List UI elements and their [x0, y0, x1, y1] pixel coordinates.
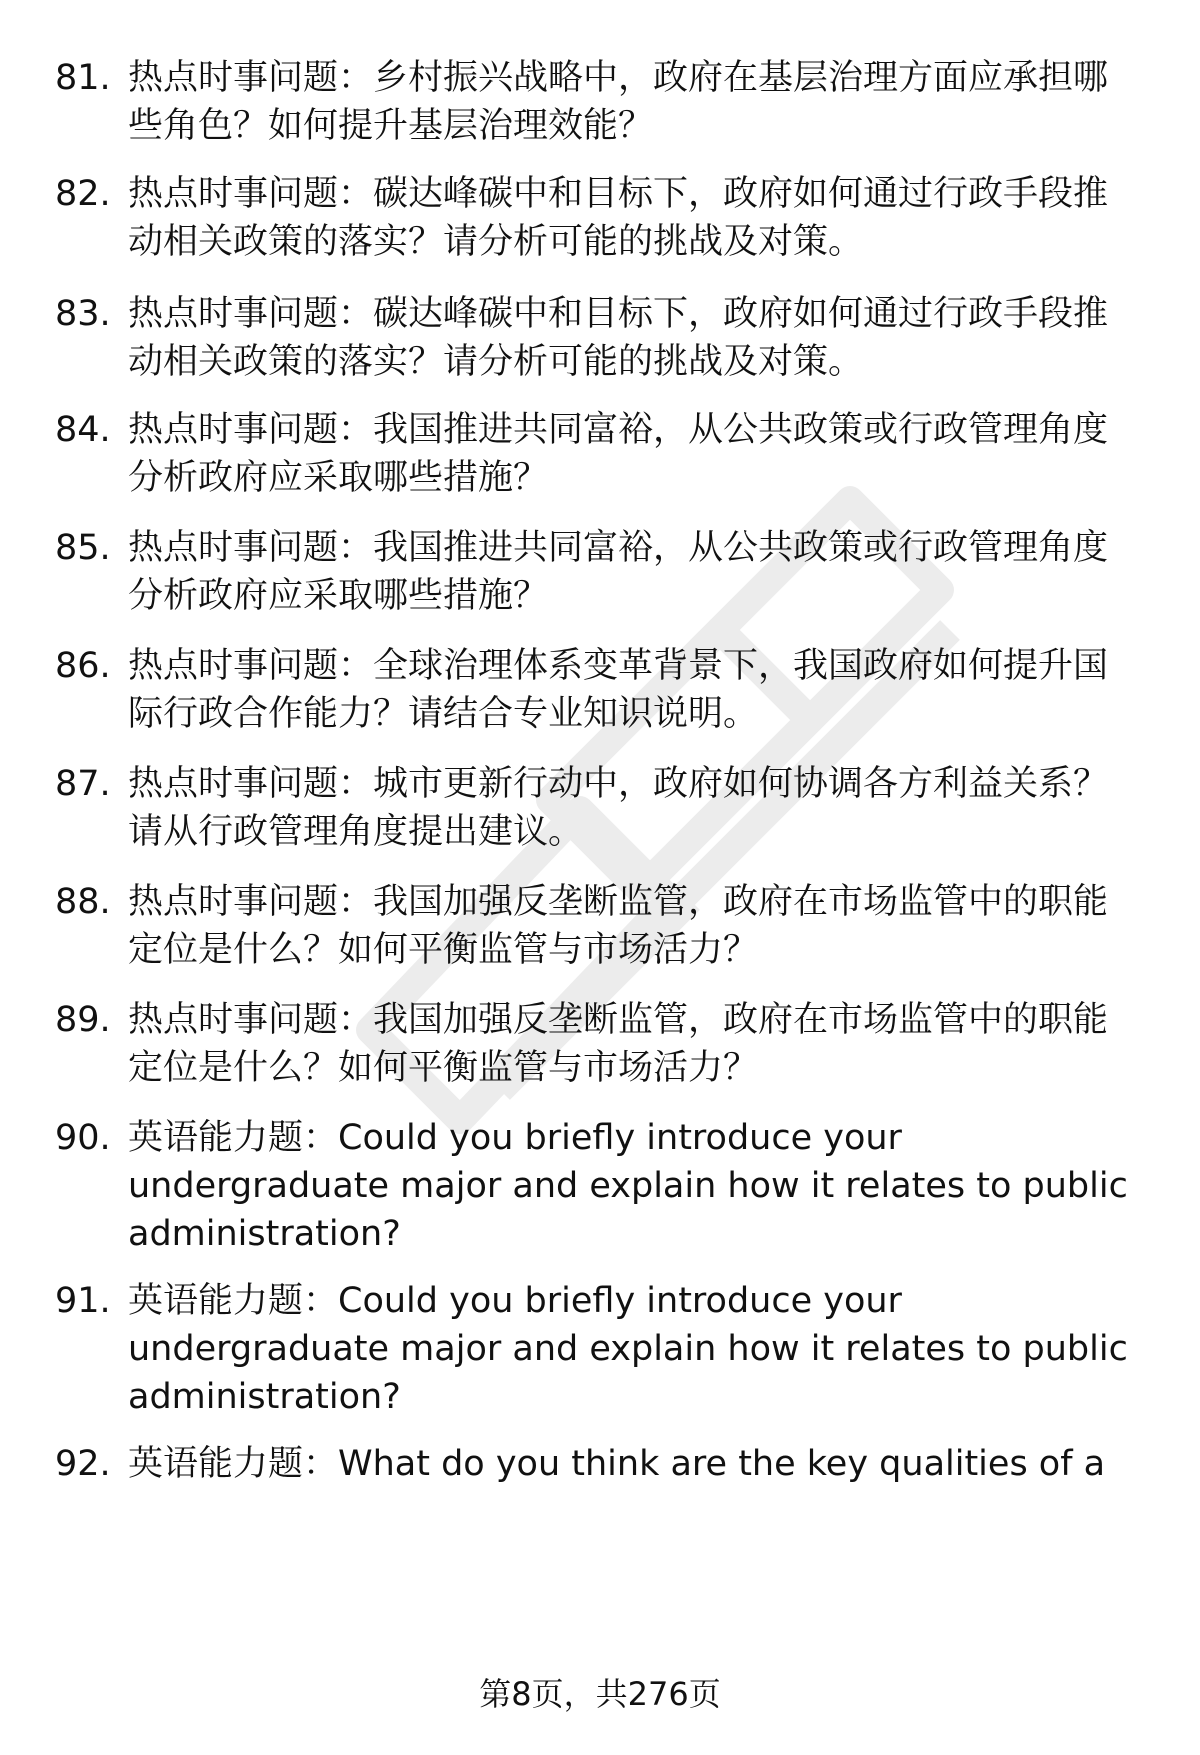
- question-text: [128, 1114, 1148, 1258]
- question-number: 82.: [55, 174, 111, 214]
- question-number: 88.: [55, 882, 111, 922]
- question-line: 定位是什么？如何平衡监管与市场活力？: [128, 1048, 759, 1088]
- question-line: 分析政府应采取哪些措施？: [128, 576, 549, 616]
- question-text: [128, 406, 1148, 502]
- question-line: 热点时事问题：城市更新行动中，政府如何协调各方利益关系？: [128, 764, 1109, 804]
- question-line: 英语能力题：Could you briefly introduce your: [128, 1118, 902, 1158]
- question-line: 际行政合作能力？请结合专业知识说明。: [128, 694, 759, 734]
- question-number: 84.: [55, 410, 111, 450]
- question-line: 热点时事问题：我国推进共同富裕，从公共政策或行政管理角度: [128, 410, 1109, 450]
- question-line: 动相关政策的落实？请分析可能的挑战及对策。: [128, 222, 864, 262]
- question-number: 83.: [55, 294, 111, 334]
- question-number: 91.: [55, 1281, 111, 1321]
- question-text: [128, 996, 1148, 1092]
- question-number: 86.: [55, 646, 111, 686]
- question-text: [128, 878, 1148, 974]
- question-line: 热点时事问题：我国加强反垄断监管，政府在市场监管中的职能: [128, 882, 1109, 922]
- question-text: [128, 290, 1148, 386]
- question-line: undergraduate major and explain how it relates to public: [128, 1166, 1128, 1206]
- question-line: 热点时事问题：碳达峰碳中和目标下，政府如何通过行政手段推: [128, 294, 1109, 334]
- question-line: 热点时事问题：我国加强反垄断监管，政府在市场监管中的职能: [128, 1000, 1109, 1040]
- page-number-footer: 第8页，共276页: [479, 1675, 721, 1713]
- question-line: administration?: [128, 1214, 401, 1254]
- question-line: 些角色？如何提升基层治理效能？: [128, 106, 654, 146]
- question-line: administration?: [128, 1377, 401, 1417]
- question-text: [128, 170, 1148, 266]
- question-line: undergraduate major and explain how it relates to public: [128, 1329, 1128, 1369]
- question-text: [128, 524, 1148, 620]
- question-number: 81.: [55, 58, 111, 98]
- question-number: 89.: [55, 1000, 111, 1040]
- question-line: 英语能力题：Could you briefly introduce your: [128, 1281, 902, 1321]
- question-line: 动相关政策的落实？请分析可能的挑战及对策。: [128, 342, 864, 382]
- question-number: 92.: [55, 1444, 111, 1484]
- question-line: 定位是什么？如何平衡监管与市场活力？: [128, 930, 759, 970]
- question-line: 热点时事问题：全球治理体系变革背景下，我国政府如何提升国: [128, 646, 1109, 686]
- question-line: 请从行政管理角度提出建议。: [128, 812, 584, 852]
- question-number: 90.: [55, 1118, 111, 1158]
- question-line: 热点时事问题：我国推进共同富裕，从公共政策或行政管理角度: [128, 528, 1109, 568]
- question-number: 87.: [55, 764, 111, 804]
- question-line: 英语能力题：What do you think are the key qualities of a: [128, 1444, 1106, 1484]
- question-text: [128, 54, 1148, 150]
- question-text: [128, 760, 1148, 856]
- question-line: 热点时事问题：碳达峰碳中和目标下，政府如何通过行政手段推: [128, 174, 1109, 214]
- question-number: 85.: [55, 528, 111, 568]
- question-line: 分析政府应采取哪些措施？: [128, 458, 549, 498]
- question-text: [128, 1277, 1148, 1421]
- question-line: 热点时事问题：乡村振兴战略中，政府在基层治理方面应承担哪: [128, 58, 1109, 98]
- question-text: [128, 642, 1148, 738]
- question-text: [128, 1440, 1148, 1488]
